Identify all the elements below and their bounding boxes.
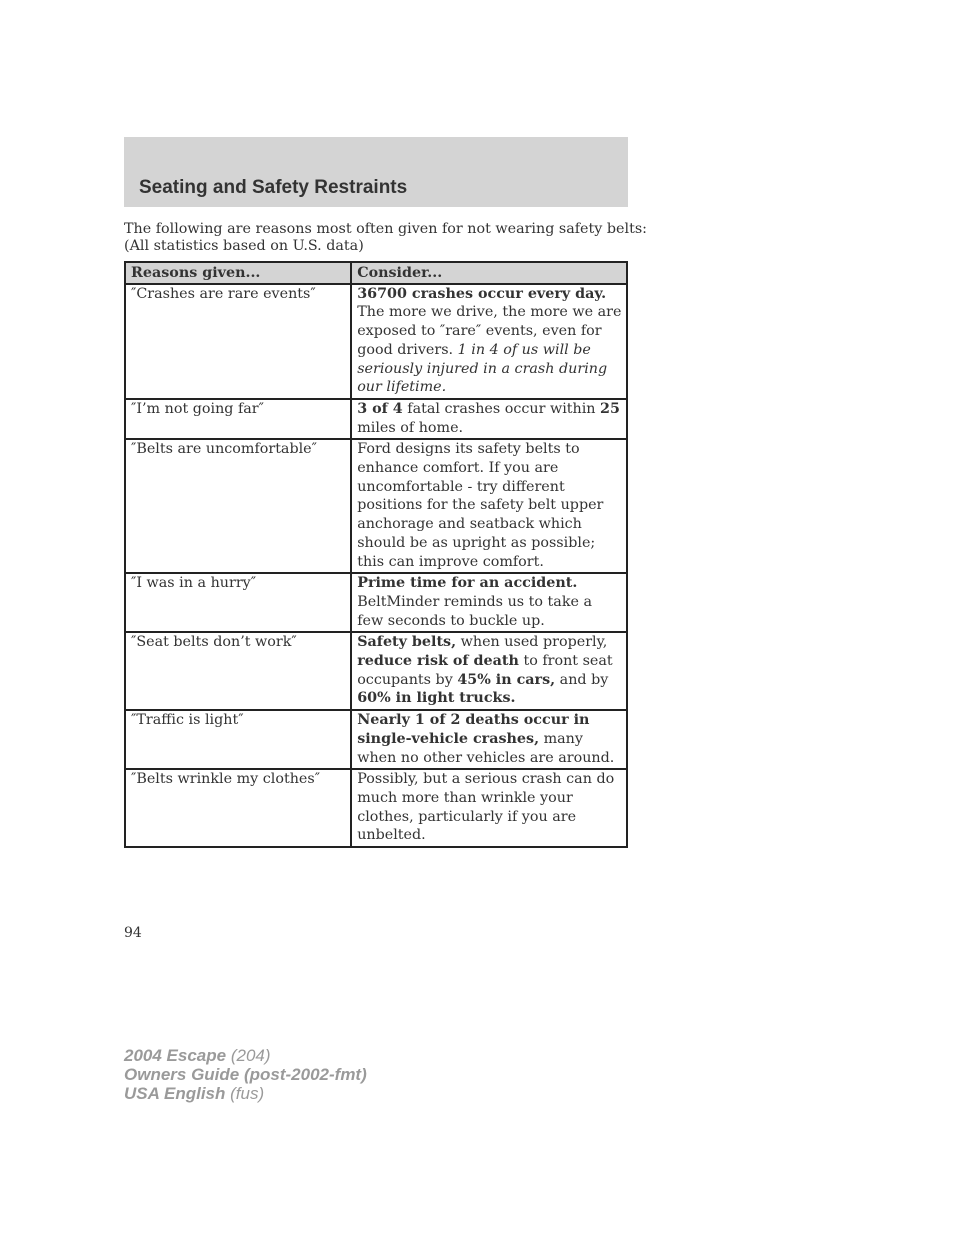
table-row xyxy=(125,573,627,632)
consider-text-segment: Safety belts, xyxy=(357,634,457,651)
consider-text-segment: Ford designs its safety belts to enhance comfort. If you are uncomfortable - try different positions for the safety belt upper anchorage and seatback which should be as upright as possible; this can improve comfort. xyxy=(357,441,604,570)
reason-cell: ″I’m not going far″ xyxy=(125,399,351,439)
column-header-consider: Consider... xyxy=(351,262,627,284)
consider-text-segment: 45% in cars, xyxy=(457,671,556,688)
consider-cell xyxy=(351,284,627,399)
consider-text-segment: miles of home. xyxy=(357,419,464,436)
footer-model-code: (204) xyxy=(230,1046,271,1065)
table-row xyxy=(125,439,627,573)
consider-cell xyxy=(351,710,627,769)
footer-language: USA English xyxy=(124,1084,226,1103)
section-header-band xyxy=(124,137,628,207)
column-header-reasons: Reasons given... xyxy=(125,262,351,284)
table-row xyxy=(125,710,627,769)
footer-model: 2004 Escape xyxy=(124,1046,227,1065)
consider-text-segment: to front seat occupants by xyxy=(357,653,613,688)
section-title: Seating and Safety Restraints xyxy=(139,177,408,198)
consider-text-segment: fatal crashes occur within xyxy=(402,400,601,417)
footer-line-guide xyxy=(124,1065,367,1084)
document-footer xyxy=(124,1046,367,1103)
reason-cell: ″Crashes are rare events″ xyxy=(125,284,351,399)
consider-text-segment: Prime time for an accident. xyxy=(357,575,578,592)
consider-text-segment: 25 xyxy=(600,400,620,417)
consider-text-segment: 3 of 4 xyxy=(357,400,403,417)
consider-cell xyxy=(351,399,627,439)
reason-cell: ″Traffic is light″ xyxy=(125,710,351,769)
footer-line-language xyxy=(124,1084,367,1103)
reason-cell: ″Seat belts don’t work″ xyxy=(125,632,351,710)
table-header-row xyxy=(125,262,627,284)
reason-cell: ″Belts wrinkle my clothes″ xyxy=(125,769,351,847)
consider-cell xyxy=(351,632,627,710)
table-row xyxy=(125,632,627,710)
consider-text-segment: reduce risk of death xyxy=(357,653,519,670)
consider-cell xyxy=(351,573,627,632)
footer-language-code: (fus) xyxy=(230,1084,265,1103)
reasons-table xyxy=(124,261,628,848)
reason-cell: ″I was in a hurry″ xyxy=(125,573,351,632)
table-row xyxy=(125,399,627,439)
consider-text-segment: and by xyxy=(555,671,609,688)
intro-paragraph xyxy=(124,221,647,255)
footer-guide: Owners Guide (post-2002-fmt) xyxy=(124,1065,367,1084)
consider-text-segment: 36700 crashes occur every day. xyxy=(357,285,607,302)
consider-text-segment: Possibly, but a serious crash can do much more than wrinkle your clothes, particularly if you are unbelted. xyxy=(357,771,615,844)
table-row xyxy=(125,284,627,399)
consider-text-segment: The more we drive, the more we are exposed to ″rare″ events, even for good drivers. xyxy=(357,304,622,358)
table-body xyxy=(125,284,627,847)
consider-text-segment: BeltMinder reminds us to take a few seconds to buckle up. xyxy=(357,593,593,629)
intro-line: The following are reasons most often given for not wearing safety belts: xyxy=(124,221,647,237)
table-row xyxy=(125,769,627,847)
reason-cell: ″Belts are uncomfortable″ xyxy=(125,439,351,573)
consider-text-segment: when used properly, xyxy=(456,634,608,651)
intro-line: (All statistics based on U.S. data) xyxy=(124,238,364,254)
consider-cell xyxy=(351,769,627,847)
page-number: 94 xyxy=(124,925,142,941)
footer-line-model xyxy=(124,1046,367,1065)
consider-text-segment: many when no other vehicles are around. xyxy=(357,730,615,766)
consider-cell xyxy=(351,439,627,573)
consider-text-segment: 60% in light trucks. xyxy=(357,690,516,707)
consider-text-segment: Nearly 1 of 2 deaths occur in single-vehicle crashes, xyxy=(357,712,590,747)
consider-text-segment: 1 in 4 of us will be seriously injured in a crash during our lifetime. xyxy=(357,341,608,396)
